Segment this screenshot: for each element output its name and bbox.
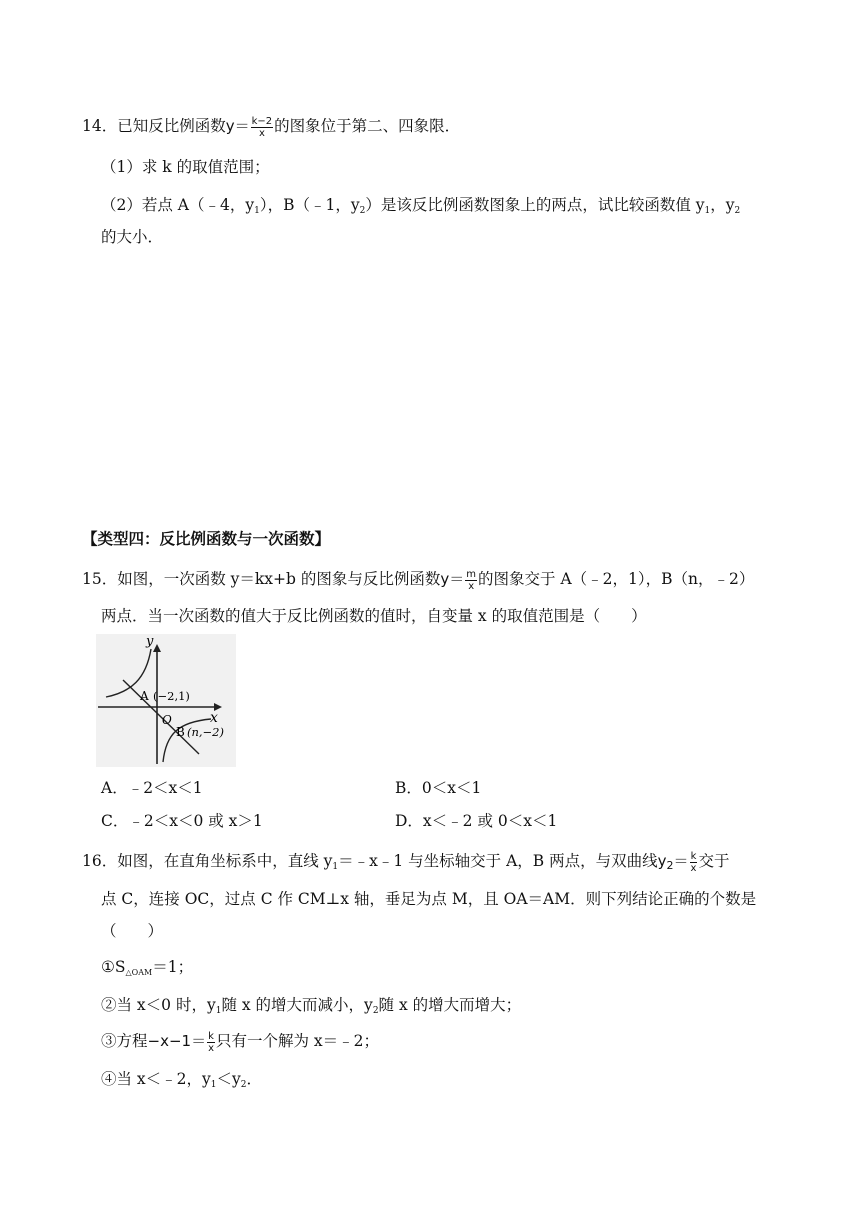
- q15-frac-den: x: [468, 580, 475, 592]
- q15-option-a: A．﹣2＜x＜1: [101, 779, 203, 797]
- graph-svg: [96, 634, 236, 767]
- q15-fraction: [465, 569, 477, 592]
- q14-part2-d: ，y: [710, 196, 735, 214]
- graph-o-label: O: [162, 713, 172, 727]
- section-title: 【类型四：反比例函数与一次函数】: [82, 529, 331, 548]
- q15-eq-lhs: y＝: [440, 570, 465, 588]
- graph-a-label: A: [140, 689, 149, 703]
- q15-frac-num: m: [466, 568, 477, 580]
- q16-c1-b: ＝1；: [152, 958, 194, 976]
- q16-c3-a: ③方程: [101, 1032, 148, 1050]
- q16-l1-b: ＝﹣x﹣1 与坐标轴交于 A，B 两点，与双曲线: [338, 852, 658, 870]
- q16-conclusion-4: [101, 1068, 262, 1096]
- q16-l1-frac-num: k: [690, 850, 697, 862]
- q16-l1-fraction: [690, 851, 698, 874]
- q14-part2: [101, 194, 740, 222]
- q16-c4-b: ＜y: [216, 1070, 241, 1088]
- q15-graph: [96, 634, 236, 767]
- graph-b-label: B: [176, 725, 185, 739]
- q15-stem-c: 两点．当一次函数的值大于反比例函数的值时，自变量 x 的取值范围是（ ）: [101, 607, 647, 625]
- q15-stem-b: 的图象交于 A（﹣2，1），B（n，﹣2）: [478, 570, 755, 588]
- q14-stem-a: 14．已知反比例函数: [82, 117, 226, 135]
- q15-stem: [82, 568, 754, 592]
- q16-c1-sub: △OAM: [125, 968, 153, 977]
- q16-c2-b: 随 x 的增大而减小，y: [221, 996, 373, 1014]
- q16-c1-a: ①S: [101, 958, 126, 976]
- graph-y-label: y: [146, 634, 154, 649]
- q16-c3-fraction: [207, 1031, 215, 1054]
- q15-option-d: D．x＜﹣2 或 0＜x＜1: [395, 812, 558, 830]
- q16-c2-a: ②当 x＜0 时，y: [101, 996, 216, 1014]
- q14-stem: [82, 115, 460, 139]
- q14-part2-sub3: 1: [704, 206, 711, 216]
- q14-eq-lhs: y＝: [225, 117, 250, 135]
- q16-line1: [82, 850, 729, 878]
- q16-c3-b: 只有一个解为 x＝﹣2；: [216, 1032, 380, 1050]
- graph-a-coord: (−2,1): [153, 689, 190, 703]
- q14-part2-c: ）是该反比例函数图象上的两点，试比较函数值 y: [365, 196, 705, 214]
- graph-b-coord: (n,−2): [187, 725, 224, 739]
- y-axis-arrow: [153, 644, 161, 652]
- q16-line2: 点 C，连接 OC，过点 C 作 CM⊥x 轴，垂足为点 M，且 OA＝AM．则下列结论正确的个数是: [101, 890, 757, 908]
- q16-c4-a: ④当 x＜﹣2，y: [101, 1070, 211, 1088]
- q16-conclusion-1: [101, 956, 193, 984]
- q16-l1-sub1: 1: [332, 862, 339, 872]
- q14-part1: （1）求 k 的取值范围；: [101, 158, 270, 176]
- q16-l1-eq: y: [657, 852, 667, 870]
- q16-l1-frac-den: x: [690, 862, 697, 874]
- q16-c2-sub1: 1: [215, 1006, 222, 1016]
- q14-frac-num: k−2: [251, 115, 273, 127]
- q14-part2-end: 的大小．: [101, 228, 164, 246]
- q14-part2-b: ），B（﹣1，y: [259, 196, 360, 214]
- q14-part2-sub1: 1: [254, 206, 260, 216]
- q14-fraction: [251, 116, 274, 139]
- q14-frac-den: x: [258, 127, 265, 139]
- q16-c4-c: ．: [246, 1070, 263, 1088]
- graph-x-label: x: [210, 710, 218, 726]
- q16-c2-sub2: 2: [372, 1006, 379, 1016]
- q16-l1-c: 交于: [698, 852, 730, 870]
- q16-l1-a: 16．如图，在直角坐标系中，直线 y: [82, 852, 333, 870]
- q14-part2-a: （2）若点 A（﹣4，y: [101, 196, 255, 214]
- q14-part2-sub4: 2: [734, 206, 741, 216]
- q16-c3-eq: −x−1＝: [147, 1032, 207, 1050]
- q16-l1-eq-sub: 2: [666, 859, 674, 872]
- q16-line3: （ ）: [101, 922, 164, 940]
- q15-option-b: B．0＜x＜1: [395, 779, 482, 797]
- q16-c3-frac-num: k: [208, 1030, 214, 1042]
- q16-conclusion-2: [101, 994, 521, 1022]
- q16-c3-frac-den: x: [208, 1042, 214, 1054]
- q16-conclusion-3: [101, 1030, 379, 1054]
- q16-c4-sub1: 1: [210, 1080, 217, 1090]
- q16-c2-c: 随 x 的增大而增大；: [378, 996, 522, 1014]
- q16-c4-sub2: 2: [240, 1080, 247, 1090]
- q14-part2-sub2: 2: [359, 206, 366, 216]
- q15-stem-a: 15．如图，一次函数 y＝kx+b 的图象与反比例函数: [82, 570, 441, 588]
- q14-stem-b: 的图象位于第二、四象限．: [274, 117, 461, 135]
- q15-option-c: C．﹣2＜x＜0 或 x＞1: [101, 812, 263, 830]
- q16-l1-eq-equals: ＝: [673, 852, 689, 870]
